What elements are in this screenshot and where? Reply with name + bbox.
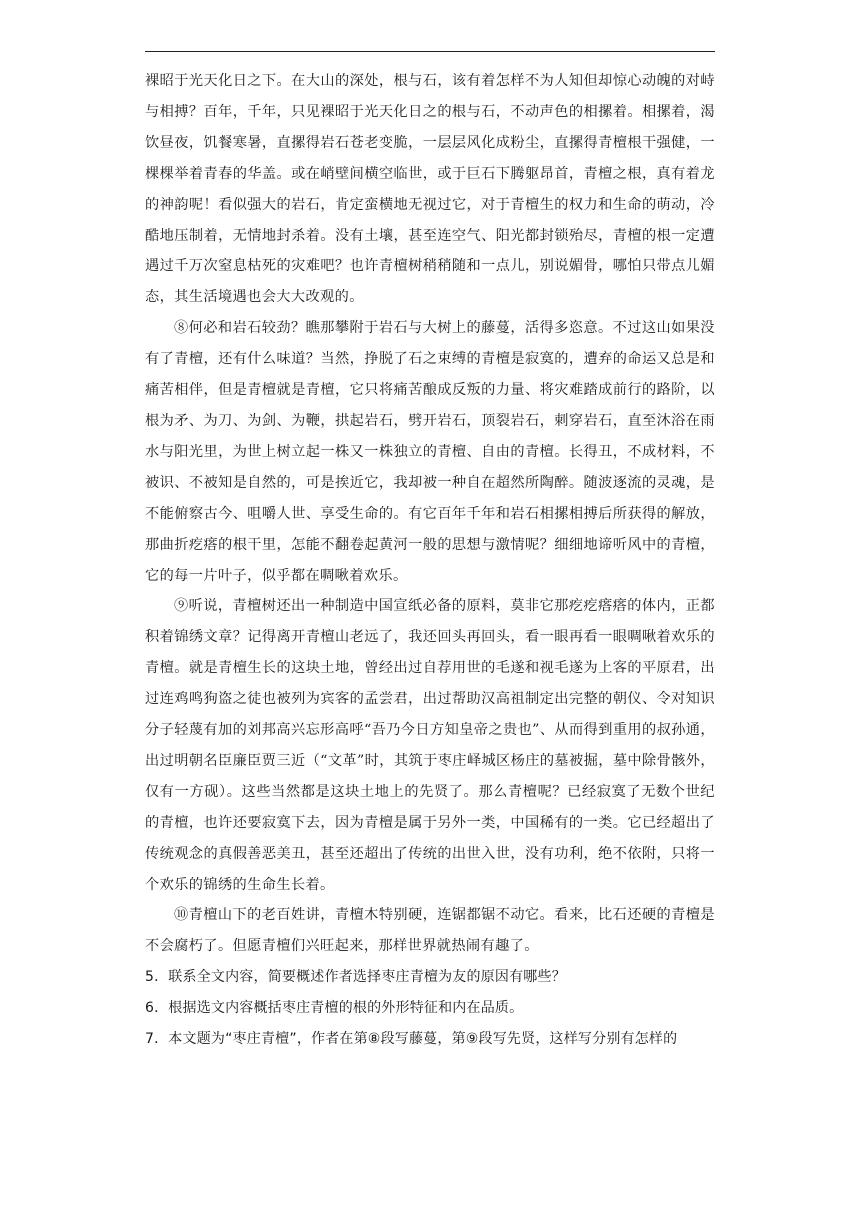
question-7: 7．本文题为“枣庄青檀”，作者在第⑧段写藤蔓，第⑨段写先贤，这样写分别有怎样的: [145, 1031, 678, 1048]
paragraph-10: ⑩青檀山下的老百姓讲，青檀木特别硬，连锯都锯不动它。看来，比石还硬的青檀是不会腐朽了。但愿青檀们兴旺起来，那样世界就热闹有趣了。: [145, 907, 715, 955]
header-rule: [145, 51, 715, 52]
question-6: 6．根据选文内容概括枣庄青檀的根的外形特征和内在品质。: [145, 1000, 524, 1017]
question-5: 5．联系全文内容，简要概述作者选择枣庄青檀为友的原因有哪些？: [145, 969, 566, 986]
paragraph-8: ⑧何必和岩石较劲？瞧那攀附于岩石与大树上的藤蔓，活得多恣意。不过这山如果没有了青檀，还有什么味道？当然，挣脱了石之束缚的青檀是寂寞的，遭弃的命运又总是和痛苦相伴，但是青檀就是青檀，它只将痛苦酿成反叛的力量、将灾难踏成前行的路阶，以根为矛、为刀、为剑、为鞭，拱起岩石，劈开岩石，顶裂岩石，刺穿岩石，直至沐浴在雨水与阳光里，为世上树立起一株又一株独立的青檀、自由的青檀。长得丑，不成材料，不被识、不被知是自然的，可是挨近它，我却被一种自在超然所陶醉。随波逐流的灵魂，是不能俯察古今、咀嚼人世、享受生命的。有它百年千年和岩石相摞相搏后所获得的解放，那曲折疙瘩的根干里，怎能不翻卷起黄河一般的思想与激情呢？细细地谛听风中的青檀，它的每一片叶子，似乎都在啁啾着欢乐。: [145, 320, 715, 584]
paragraph-7-continuation: 裸昭于光天化日之下。在大山的深处，根与石，该有着怎样不为人知但却惊心动魄的对峙与相搏？百年，千年，只见裸昭于光天化日之的根与石，不动声色的相摞着。相摞着，渴饮昼夜，饥餐寒暑，直摞得岩石苍老变脆，一层层风化成粉尘，直摞得青檀根干强健，一棵棵举着青春的华盖。或在峭壁间横空临世，或于巨石下腾躯昂首，青檀之根，真有着龙的神韵呢！看似强大的岩石，肯定蛮横地无视过它，对于青檀生的权力和生命的萌动，冷酷地压制着，无情地封杀着。没有土壤，甚至连空气、阳光都封锁殆尽，青檀的根一定遭遇过千万次窒息枯死的灾难吧？也许青檀树稍稍随和一点儿，别说媚骨，哪怕只带点儿媚态，其生活境遇也会大大改观的。: [145, 73, 715, 306]
paragraph-9: ⑨听说，青檀树还出一种制造中国宣纸必备的原料，莫非它那疙疙瘩瘩的体内，正都积着锦绣文章？记得离开青檀山老远了，我还回头再回头，看一眼再看一眼啁啾着欢乐的青檀。就是青檀生长的这块土地，曾经出过自荐用世的毛遂和视毛遂为上客的平原君，出过连鸡鸣狗盗之徒也被列为宾客的孟尝君，出过帮助汉高祖制定出完整的朝仪、令对知识分子轻蔑有加的刘邦高兴忘形高呼“吾乃今日方知皇帝之贵也”、从而得到重用的叔孙通，出过明朝名臣廉臣贾三近（“文革”时，其筑于枣庄峄城区杨庄的墓被掘，墓中除骨骸外，仅有一方砚）。这些当然都是这块土地上的先贤了。那么青檀呢？已经寂寞了无数个世纪的青檀，也许还要寂寞下去，因为青檀是属于另外一类，中国稀有的一类。它已经超出了传统观念的真假善恶美丑，甚至还超出了传统的出世入世，没有功利，绝不依附，只将一个欢乐的锦绣的生命生长着。: [145, 598, 715, 893]
article-body: [145, 66, 715, 1055]
